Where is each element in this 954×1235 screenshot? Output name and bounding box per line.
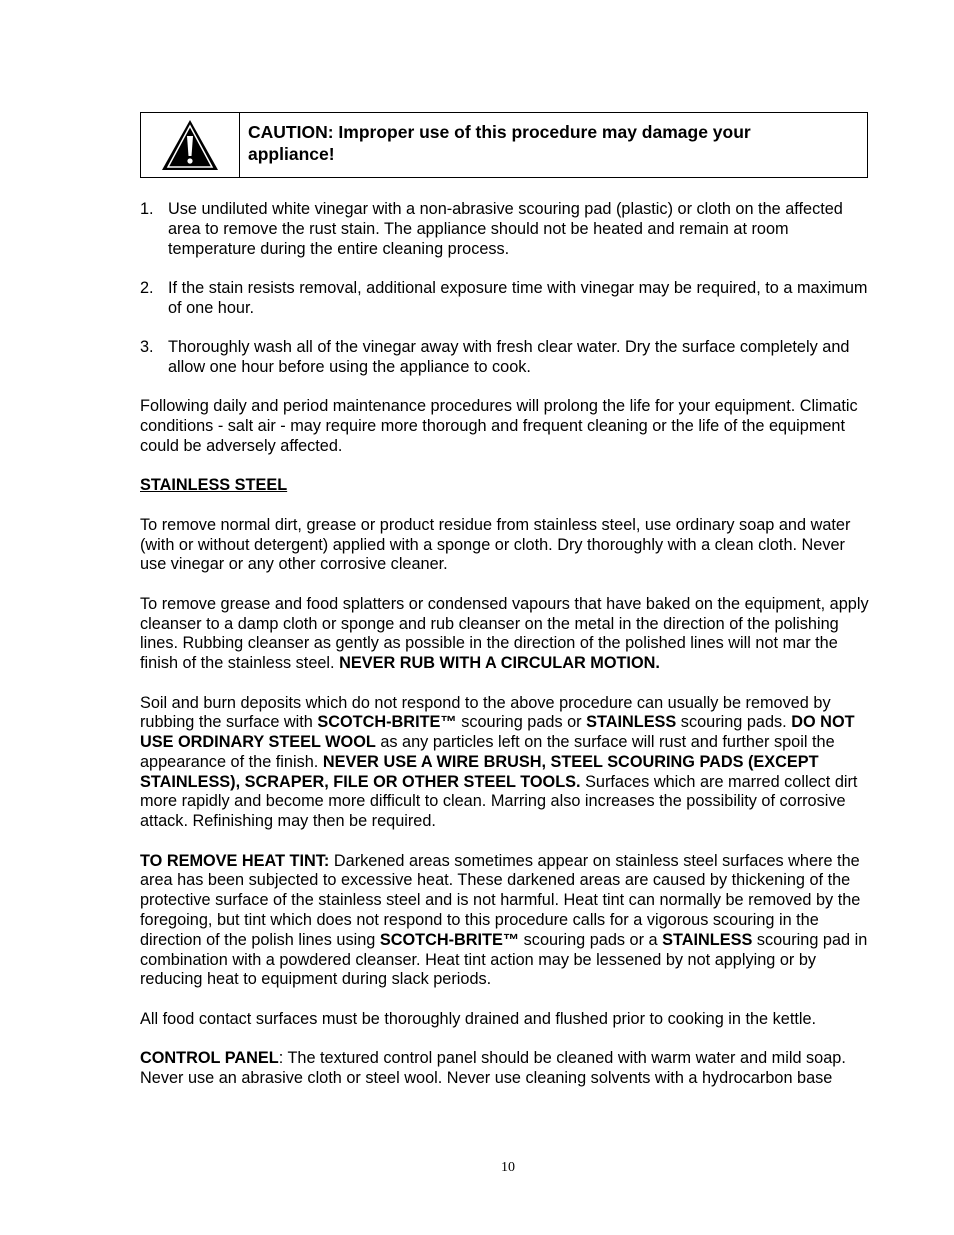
paragraph-text: scouring pads or a	[519, 930, 663, 949]
scotch-brite-bold: SCOTCH-BRITE™	[379, 930, 520, 949]
stainless-paragraph-2	[140, 595, 874, 674]
caution-text-line2: appliance!	[248, 144, 335, 164]
paragraph-text: Surfaces which are marred collect dirt more rapidly and become more difficult to clean. Marring also increases the possibility of corrosive attack. Refinishing may then be required.	[140, 772, 858, 831]
stainless-paragraph-1: To remove normal dirt, grease or product residue from stainless steel, use ordinary soap and water (with or without detergent) applied with a sponge or cloth. Dry thoroughly with a clean cloth. Never use vinegar or any other corrosive cleaner.	[140, 515, 851, 574]
step-text: Use undiluted white vinegar with a non-abrasive scouring pad (plastic) or cloth on the affected area to remove the rust stain. The appliance should not be heated and remain at room temperature during the entire cleaning process.	[168, 200, 843, 258]
circular-motion-warning: NEVER RUB WITH A CIRCULAR MOTION.	[339, 654, 660, 673]
document-body	[140, 200, 874, 1108]
step-item	[140, 200, 874, 259]
paragraph-text: as any particles left on the surface will rust and further spoil the appearance of the finish.	[140, 733, 835, 771]
heat-tint-label: TO REMOVE HEAT TINT:	[140, 851, 330, 870]
caution-text	[240, 113, 867, 177]
paragraph-text: scouring pads or	[456, 713, 587, 732]
paragraph-text: scouring pad in combination with a powdered cleanser. Heat tint action may be lessened by not applying or by reducing heat to equipment during slack periods.	[140, 930, 868, 989]
step-number: 2.	[140, 278, 154, 297]
maintenance-paragraph: Following daily and period maintenance procedures will prolong the life for your equipment. Climatic conditions - salt air - may require more thorough and frequent cleaning or the life of the equipment could be adversely affected.	[140, 397, 858, 455]
step-number: 3.	[140, 338, 154, 357]
paragraph-text: To remove grease and food splatters or condensed vapours that have baked on the equipment, apply cleanser to a damp cloth or sponge and rub cleanser on the metal in the direction of the polishing lines. Rubbing cleanser as gently as possible in the direction of the polished lines will not mar the finish of the stainless steel.	[140, 594, 869, 673]
stainless-bold: STAINLESS	[662, 930, 753, 949]
paragraph-text: : The textured control panel should be cleaned with warm water and mild soap. Never use an abrasive cloth or steel wool. Never use cleaning solvents with a hydrocarbon base	[140, 1049, 846, 1088]
step-text: Thoroughly wash all of the vinegar away with fresh clear water. Dry the surface completely and allow one hour before using the appliance to cook.	[168, 338, 850, 376]
caution-text-line1: CAUTION: Improper use of this procedure may damage your	[248, 122, 751, 142]
paragraph-text: Darkened areas sometimes appear on stainless steel surfaces where the area has been subjected to excessive heat. These darkened areas are caused by thickening of the protective surface of the stainless steel and is not harmful. Heat tint can normally be removed by the foregoing, but tint which does not respond to this procedure calls for a vigorous scouring in the direction of the polish lines using	[140, 851, 861, 949]
stainless-steel-heading: STAINLESS STEEL	[140, 476, 288, 495]
stainless-bold: STAINLESS	[586, 713, 677, 732]
steel-wool-warning: DO NOT USE ORDINARY STEEL WOOL	[140, 713, 855, 752]
step-text: If the stain resists removal, additional exposure time with vinegar may be required, to a maximum of one hour.	[168, 278, 868, 317]
control-panel-label: CONTROL PANEL	[140, 1049, 279, 1068]
caution-box	[140, 112, 868, 178]
page-number: 10	[501, 1160, 515, 1175]
wire-brush-warning: NEVER USE A WIRE BRUSH, STEEL SCOURING PADS (EXCEPT STAINLESS), SCRAPER, FILE OR OTHER STEEL TOOLS.	[140, 752, 819, 791]
caution-icon-cell	[141, 113, 240, 177]
paragraph-text: Soil and burn deposits which do not respond to the above procedure can usually be removed by rubbing the surface with	[140, 693, 831, 732]
step-item	[140, 338, 874, 378]
stainless-paragraph-3	[140, 694, 874, 833]
warning-triangle-icon	[160, 118, 220, 172]
step-item	[140, 279, 874, 319]
paragraph-text: scouring pads.	[676, 713, 792, 732]
scotch-brite-bold: SCOTCH-BRITE™	[317, 713, 457, 732]
food-contact-paragraph: All food contact surfaces must be thoroughly drained and flushed prior to cooking in the kettle.	[140, 1009, 817, 1028]
step-number: 1.	[140, 200, 154, 218]
control-panel-paragraph	[140, 1049, 874, 1089]
heat-tint-paragraph	[140, 852, 874, 991]
